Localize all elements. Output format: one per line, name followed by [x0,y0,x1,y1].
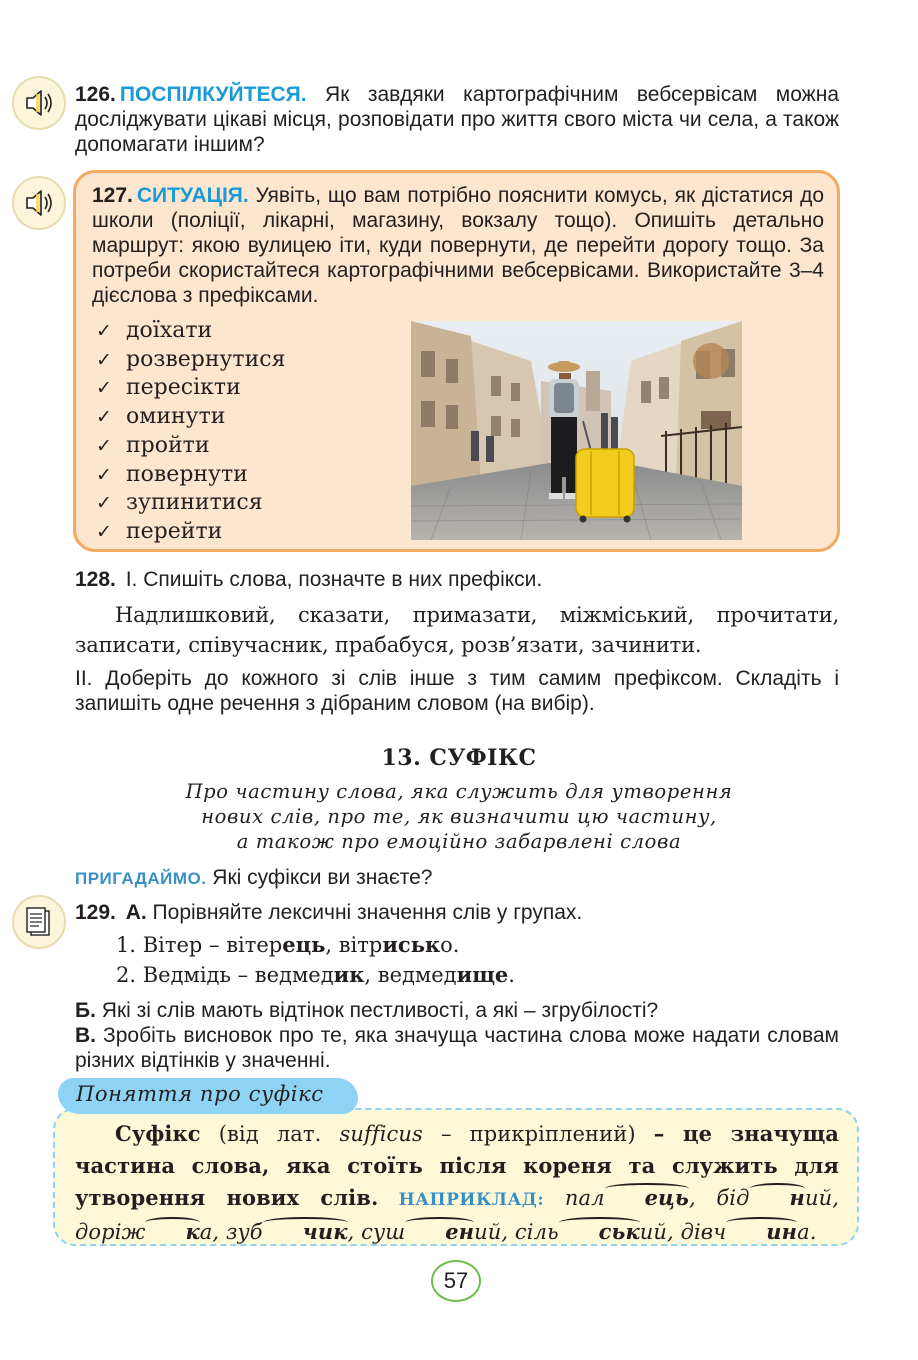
verb-list [96,317,285,547]
exercise-number: 129. [71,900,120,925]
list-item: ✓ пройти [96,432,285,461]
list-item: 1. Вітер – вітерець, вітрисько. [116,932,460,957]
exercise-128-words: Надлишковий, сказати, примазати, міжміський, прочитати, записати, співучасник, прабабуся, розв’язати, зачинити. [75,603,839,657]
exercise-number: 127. [88,183,137,208]
list-item: ✓ доїхати [96,317,285,346]
suffix-mark: чик [263,1216,348,1248]
exercise-number: 128. [71,567,120,592]
definition-text: Суфікс (від лат. sufficus – прикріплений) – це значуща частина слова, яка стоїть після кореня та служить для утворення нових слів. НАПРИКЛАД: пал ець, бід ний, доріж ка, зуб чик, суш ений, сіль ський, дівч ина. [75,1118,839,1248]
check-icon: ✓ [96,520,112,543]
list-item: ✓ розвернутися [96,346,285,375]
exercise-127 [92,183,824,308]
exercise-text: Як завдяки картографічним вебсервісам можна досліджувати цікаві місця, розповідати про життя свого міста чи села, а також допомагати іншим? [75,83,839,156]
exercise-number: 126. [71,82,120,107]
exercise-129-task: 129. А. Порівняйте лексичні значення слів у групах. [75,900,839,925]
check-icon: ✓ [96,320,112,342]
suffix-mark: ен [405,1216,474,1248]
exercise-128-part2: ІІ. Доберіть до кожного зі слів інше з тим самим префіксом. Складіть і запишіть одне речення з дібраним словом (на вибір). [75,667,839,715]
example-word: доріж ка, [75,1220,226,1244]
recall-label: ПРИГАДАЙМО. [75,869,207,888]
section-subtitle: Про частину слова, яка служить для утворення нових слів, про те, як визначити цю частину, а також про емоційно забарвлені слова [185,780,733,853]
street-photo [411,321,742,540]
list-item: ✓ зупинитися [96,489,285,518]
exercise-keyword: ПОСПІЛКУЙТЕСЯ. [119,83,307,106]
check-icon: ✓ [96,377,112,400]
situation-box [73,170,840,552]
concept-tab [58,1078,358,1114]
recall-prompt: ПРИГАДАЙМО. Які суфікси ви знаєте? [75,866,433,889]
exercise-128-task [75,567,839,592]
suffix-mark: ин [726,1216,797,1248]
word-groups [116,930,515,990]
page-number: 57 [431,1260,481,1302]
check-icon: ✓ [96,434,112,457]
exercise-126 [75,82,839,157]
suffix-mark: к [145,1216,199,1248]
list-item: ✓ перейти [96,518,285,547]
example-label: НАПРИКЛАД: [378,1190,545,1210]
speaker-icon [12,76,66,130]
example-word: бід ний, [716,1186,839,1210]
check-icon: ✓ [96,463,112,486]
example-word: суш ений, [361,1220,515,1244]
example-word: дівч ина. [681,1220,817,1244]
list-item: 2. Ведмідь – ведмедик, ведмедище. [116,962,515,987]
exercise-text: І. Спишіть слова, позначте в них префікси. [119,568,543,591]
concept-title: Поняття про суфікс [76,1082,324,1106]
example-word: сіль ський, [515,1220,681,1244]
definition-box [53,1108,859,1246]
example-word: пал ець, [565,1186,717,1210]
list-item: ✓ оминути [96,403,285,432]
list-item: ✓ пересікти [96,374,285,403]
check-icon: ✓ [96,492,112,515]
exercise-text: Уявіть, що вам потрібно пояснити комусь, як дістатися до школи (поліції, лікарні, магазину, вокзалу тощо). Опишіть детально маршрут: якою вулицею іти, куди повернути, де перейти дорогу тощо. За потреби скористайтеся картографічними вебсервісами. Використайте 3–4 дієслова з префіксами. [92,184,824,307]
list-item: ✓ повернути [96,461,285,490]
notebook-icon [12,895,66,949]
exercise-keyword: СИТУАЦІЯ. [136,184,249,207]
suffix-mark: ець [605,1182,689,1214]
speaker-icon [12,176,66,230]
exercise-129-parts: Б. Які зі слів мають відтінок пестливості, а які – згрубілості? В. Зробіть висновок про те, яка значуща частина слова може надати словам різних відтінків у значенні. [75,999,839,1072]
suffix-mark: н [750,1182,805,1214]
suffix-mark: ськ [559,1216,640,1248]
check-icon: ✓ [96,406,112,429]
section-title: 13. СУФІКС [381,745,537,771]
example-word: зуб чик, [226,1220,361,1244]
check-icon: ✓ [96,348,112,371]
